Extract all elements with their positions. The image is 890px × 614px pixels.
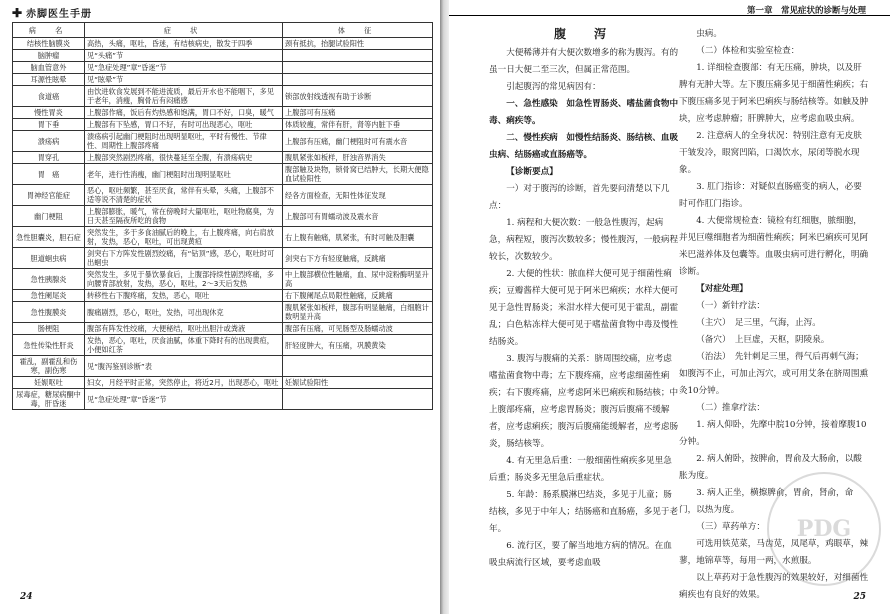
signs-cell: 妊娠试验阳性 [283,377,433,389]
watermark-seal: PDG [767,472,881,586]
disease-cell: 妊娠呕吐 [13,377,85,389]
paragraph: （治法） 先针刺足三里，得气后再刺气海；如腹泻不止，可加止泻穴，或可用艾条在脐周围熏灸10分钟。 [679,352,869,396]
table-row [13,62,433,74]
symptoms-cell: 由饮进软食发展到不能进流质，最后开水也不能咽下，多见于老年，消瘦，胸骨后有闷痛感 [85,86,283,107]
table-row [13,206,433,227]
signs-cell [283,389,433,410]
table-row [13,290,433,302]
book-gutter [440,0,449,614]
header-signs: 体 征 [283,23,433,38]
paragraph: 2. 病人俯卧，按脾俞，胃俞及大肠俞，以酸胀为度。 [679,454,862,481]
table-row [13,248,433,269]
signs-cell: 右上腹有触痛，肌紧张，有时可触及胆囊 [283,227,433,248]
paragraph: 3. 肛门指诊：对疑似直肠癌变的病人，必要时可作肛门指诊。 [679,182,862,209]
symptoms-cell: 剑突右下方阵发性剧烈绞痛，有“钻顶”感，恶心，呕吐时可出蛔虫 [85,248,283,269]
paragraph: 虫病。 [696,29,722,39]
signs-cell: 腹部触及块物，锁骨窝已结肿大，长期大便隐血试验阳性 [283,164,433,185]
paragraph: 一）对于腹泻的诊断，首先要问清楚以下几点： [489,184,670,211]
signs-cell: 右下腹阑尾点局限性触痛，反跳痛 [283,290,433,302]
paragraph: （备穴） 上巨虚，天枢，阴陵泉。 [696,335,830,345]
table-row [13,38,433,50]
disease-cell: 耳源性眩晕 [13,74,85,86]
symptoms-cell: 腹痛剧烈，恶心，呕吐，发热，可出现休克 [85,302,283,323]
signs-cell [283,356,433,377]
signs-cell: 上腹部可有胃蠕动波及震水音 [283,206,433,227]
paragraph: 1. 详细检查腹部：有无压痛，肿块，以及肝脾有无肿大等。左下腹压痛多见于细菌性痢疾；右下腹压痛多见于阿米巴痢疾与肠结核等。如触及肿块，应考虑肿瘤；肝脾肿大，应考虑血吸虫病。 [679,63,869,124]
signs-cell: 肝轻度肿大，有压痛，巩膜黄染 [283,335,433,356]
symptoms-cell: 老年，进行性消瘦，幽门梗阻时出现明显呕吐 [85,164,283,185]
header-symptoms: 症 状 [85,23,283,38]
disease-cell: 急性腹膜炎 [13,302,85,323]
symptoms-cell: 上腹部膨胀，暖气，常在傍晚时大量呕吐，呕吐物腐臭，为日天甚至隔夜所吃的食物 [85,206,283,227]
signs-cell [283,50,433,62]
table-row [13,74,433,86]
signs-cell: 腹部有压痛，可见肠型及肠蠕动波 [283,323,433,335]
symptoms-cell: 高热，头痛，呕吐，昏迷，有结核病史，散发于四季 [85,38,283,50]
right-page [449,0,890,614]
disease-cell: 霍乱，副霍乱和伤寒，副伤寒 [13,356,85,377]
disease-cell: 脑血管意外 [13,62,85,74]
running-header-right [449,0,890,20]
symptoms-cell: 妇女，月经平时正常，突然停止，将近2月，出现恶心，呕吐 [85,377,283,389]
table-row [13,269,433,290]
paragraph: 引起腹泻的常见病因有： [506,82,601,92]
disease-cell: 脑肿瘤 [13,50,85,62]
table-row [13,389,433,410]
diagnosis-table [12,22,433,410]
table-row [13,50,433,62]
paragraph: （主穴） 足三里，气海，止泻。 [696,318,821,328]
symptoms-cell: 上腹部突然剧烈疼痛，很快蔓延至全腹，有溃疡病史 [85,152,283,164]
table-row [13,356,433,377]
disease-cell: 急性传染性肝炎 [13,335,85,356]
paragraph: 3. 病人正坐，横擦脾俞，胃俞，肾俞，命门，以热为度。 [679,488,854,515]
disease-cell: 急性阑尾炎 [13,290,85,302]
table-row [13,164,433,185]
disease-cell: 幽门梗阻 [13,206,85,227]
text-column-left [489,26,679,572]
paragraph: 以上草药对于急性腹泻的效果较好，对细菌性痢疾也有良好的效果。 [679,573,869,600]
paragraph: 2. 注意病人的全身状况：特别注意有无皮肤干皱发冷，眼窝凹陷，口渴饮水，尿闭等脱水现象。 [679,131,862,175]
table-row [13,227,433,248]
paragraph: 4. 有无里急后重：一般细菌性痢疾多见里急后重；肠炎多无里急后重症状。 [489,456,672,483]
table-row [13,302,433,323]
chapter-title: 第一章 常见症状的诊断与处理 [746,6,866,16]
symptoms-cell: 转移性右下腹疼痛，发热，恶心，呕吐 [85,290,283,302]
signs-cell: 锁部放射线透视有助于诊断 [283,86,433,107]
disease-cell: 胃 癌 [13,164,85,185]
disease-cell: 急性胆囊炎，胆石症 [13,227,85,248]
paragraph: 二、慢性疾病 如慢性结肠炎、肠结核、血吸虫病、结肠癌或直肠癌等。 [489,133,679,160]
symptoms-cell: 上腹部作痛，饭后有灼热感和饱满，胃口不好，口臭，暖气 [85,107,283,119]
signs-cell: 腹肌紧张如板样，腹部有明显触痛，白细胞计数明显升高 [283,302,433,323]
paragraph: 一、急性感染 如急性胃肠炎、嗜盐菌食物中毒、痢疾等。 [489,99,679,126]
paragraph: 2. 大便的性状：脓血样大便可见于细菌性痢疾；豆瓣酱样大便可见于阿米巴痢疾；水样大便可见于急性胃肠炎；米泔水样大便可见于霍乱，副霍乱；白色粘冻样大便可见于嗜盐菌食物中毒及慢性结肠炎。 [489,269,679,347]
signs-cell: 剑突右下方有轻度触痛，反跳痛 [283,248,433,269]
signs-cell: 颈有抵抗，抬腿试验阳性 [283,38,433,50]
disease-cell: 胃下垂 [13,119,85,131]
running-header-left [12,5,92,20]
paragraph: （二）体检和实验室检查： [696,46,800,56]
signs-cell: 体质较瘦，常伴有肝，肾等内脏下垂 [283,119,433,131]
symptoms-cell: 腹部有阵发性绞痛，大便秘结，呕吐出胆汁或粪液 [85,323,283,335]
symptoms-cell: 上腹部有下坠感，胃口不好，有时可出现恶心，呕吐 [85,119,283,131]
header-disease: 病 名 [13,23,85,38]
symptoms-cell: 突然发生，多见于暴饮暴食后，上腹部持续性剧烈疼痛，多向腰背部放射，发热，恶心，呕吐，2～3天后发热 [85,269,283,290]
left-page [0,0,440,614]
symptoms-cell: 见“急症处理”章“昏迷”节 [85,389,283,410]
signs-cell: 腹肌紧张如板样，肝浊音界消失 [283,152,433,164]
table-row [13,131,433,152]
paragraph: 1. 病程和大便次数：一般急性腹泻，起病急，病程短，腹泻次数较多；慢性腹泻，一般病程较长，次数较少。 [489,218,679,262]
paragraph: 大便稀薄并有大便次数增多的称为腹泻。有的虽一日大便二至三次，但属正常范围。 [489,48,679,75]
signs-cell: 上腹部有压痛，幽门梗阻时可有震水音 [283,131,433,152]
signs-cell [283,62,433,74]
book-title: 赤脚医生手册 [26,9,93,20]
paragraph: 3. 腹泻与腹痛的关系：脐周围绞痛，应考虑嗜盐菌食物中毒；左下腹疼痛，应考虑细菌性痢疾；右下腹疼痛，应考虑阿米巴痢疾和肠结核；中上腹部疼痛，应考虑胃肠炎；腹泻后腹痛不缓解者，应考虑痢疾；腹泻后腹痛能缓解者，应考虑肠炎，肠结核等。 [489,354,679,449]
symptoms-cell: 溃疡病引起幽门梗阻时出现明显呕吐，平时有慢性、节律性、周期性上腹部疼痛 [85,131,283,152]
paragraph: 1. 病人仰卧，先摩中脘10分钟，接着摩腹10分钟。 [679,420,867,447]
signs-cell: 上腹部可有压痛 [283,107,433,119]
table-row [13,185,433,206]
paragraph: 可选用铁苋菜，马齿苋，凤尾草，鸡眼草，辣蓼，地锦草等，每用一两，水煎服。 [679,539,869,566]
signs-cell [283,74,433,86]
disease-cell: 急性胰腺炎 [13,269,85,290]
disease-cell: 溃疡病 [13,131,85,152]
disease-cell: 肠梗阻 [13,323,85,335]
disease-cell: 胃穿孔 [13,152,85,164]
disease-cell: 慢性胃炎 [13,107,85,119]
symptoms-cell: 见“腹泻鉴别诊断”表 [85,356,283,377]
disease-cell: 胆道蛔虫病 [13,248,85,269]
paragraph: 4. 大便常规检查：镜检有红细胞，脓细胞，并见巨噬细胞者为细菌性痢疾；阿米巴痢疾可见阿米巴滋养体及包囊等。血吸虫病可进行孵化，明确诊断。 [679,216,869,277]
table-row [13,86,433,107]
table-row [13,152,433,164]
table-row [13,323,433,335]
signs-cell: 经各方面检查，无阳性体征发现 [283,185,433,206]
signs-cell: 中上腹部横位性触痛，血、尿中淀粉酶明显升高 [283,269,433,290]
disease-cell: 胃神经官能症 [13,185,85,206]
table-row [13,107,433,119]
symptoms-cell: 恶心，呕吐频繁，甚至厌食，常伴有头晕，头痛，上腹部不适等说不清楚的症状 [85,185,283,206]
book-mark-icon: ✚ [12,6,24,20]
symptoms-cell: 见“急症处理”章“昏迷”节 [85,62,283,74]
paragraph: 【对症处理】 [696,284,748,294]
symptoms-cell: 见“眩晕”节 [85,74,283,86]
table-header-row [13,23,433,38]
paragraph: 6. 流行区，要了解当地地方病的情况。在血吸虫病流行区域，要考虑血吸 [489,541,672,568]
paragraph: （一）新针疗法： [696,301,765,311]
header-rule [449,15,890,16]
page-number-left: 24 [20,592,33,602]
symptoms-cell: 突然发生，多于多食油腻后的晚上，右上腹疼痛，向右肩放射，发热，恶心，呕吐，可出现黄疸 [85,227,283,248]
disease-cell: 尿毒症，糖尿病酮中毒，肝昏迷 [13,389,85,410]
symptoms-cell: 发热，恶心，呕吐，厌食油腻，体重下降时有的出现黄疸，小便如红茶 [85,335,283,356]
section-title: 腹 泻 [553,27,614,41]
paragraph: 【诊断要点】 [506,167,558,177]
page-number-right: 25 [853,592,866,602]
table-row [13,377,433,389]
paragraph: （二）推拿疗法： [696,403,765,413]
disease-cell: 结核性脑膜炎 [13,38,85,50]
table-row [13,335,433,356]
paragraph: （三）草药单方： [696,522,765,532]
table-row [13,119,433,131]
symptoms-cell: 见“头痛”节 [85,50,283,62]
disease-cell: 食道癌 [13,86,85,107]
paragraph: 5. 年龄：肠系膜淋巴结炎，多见于儿童；肠结核，多见于中年人；结肠癌和直肠癌，多见于老年。 [489,490,679,534]
